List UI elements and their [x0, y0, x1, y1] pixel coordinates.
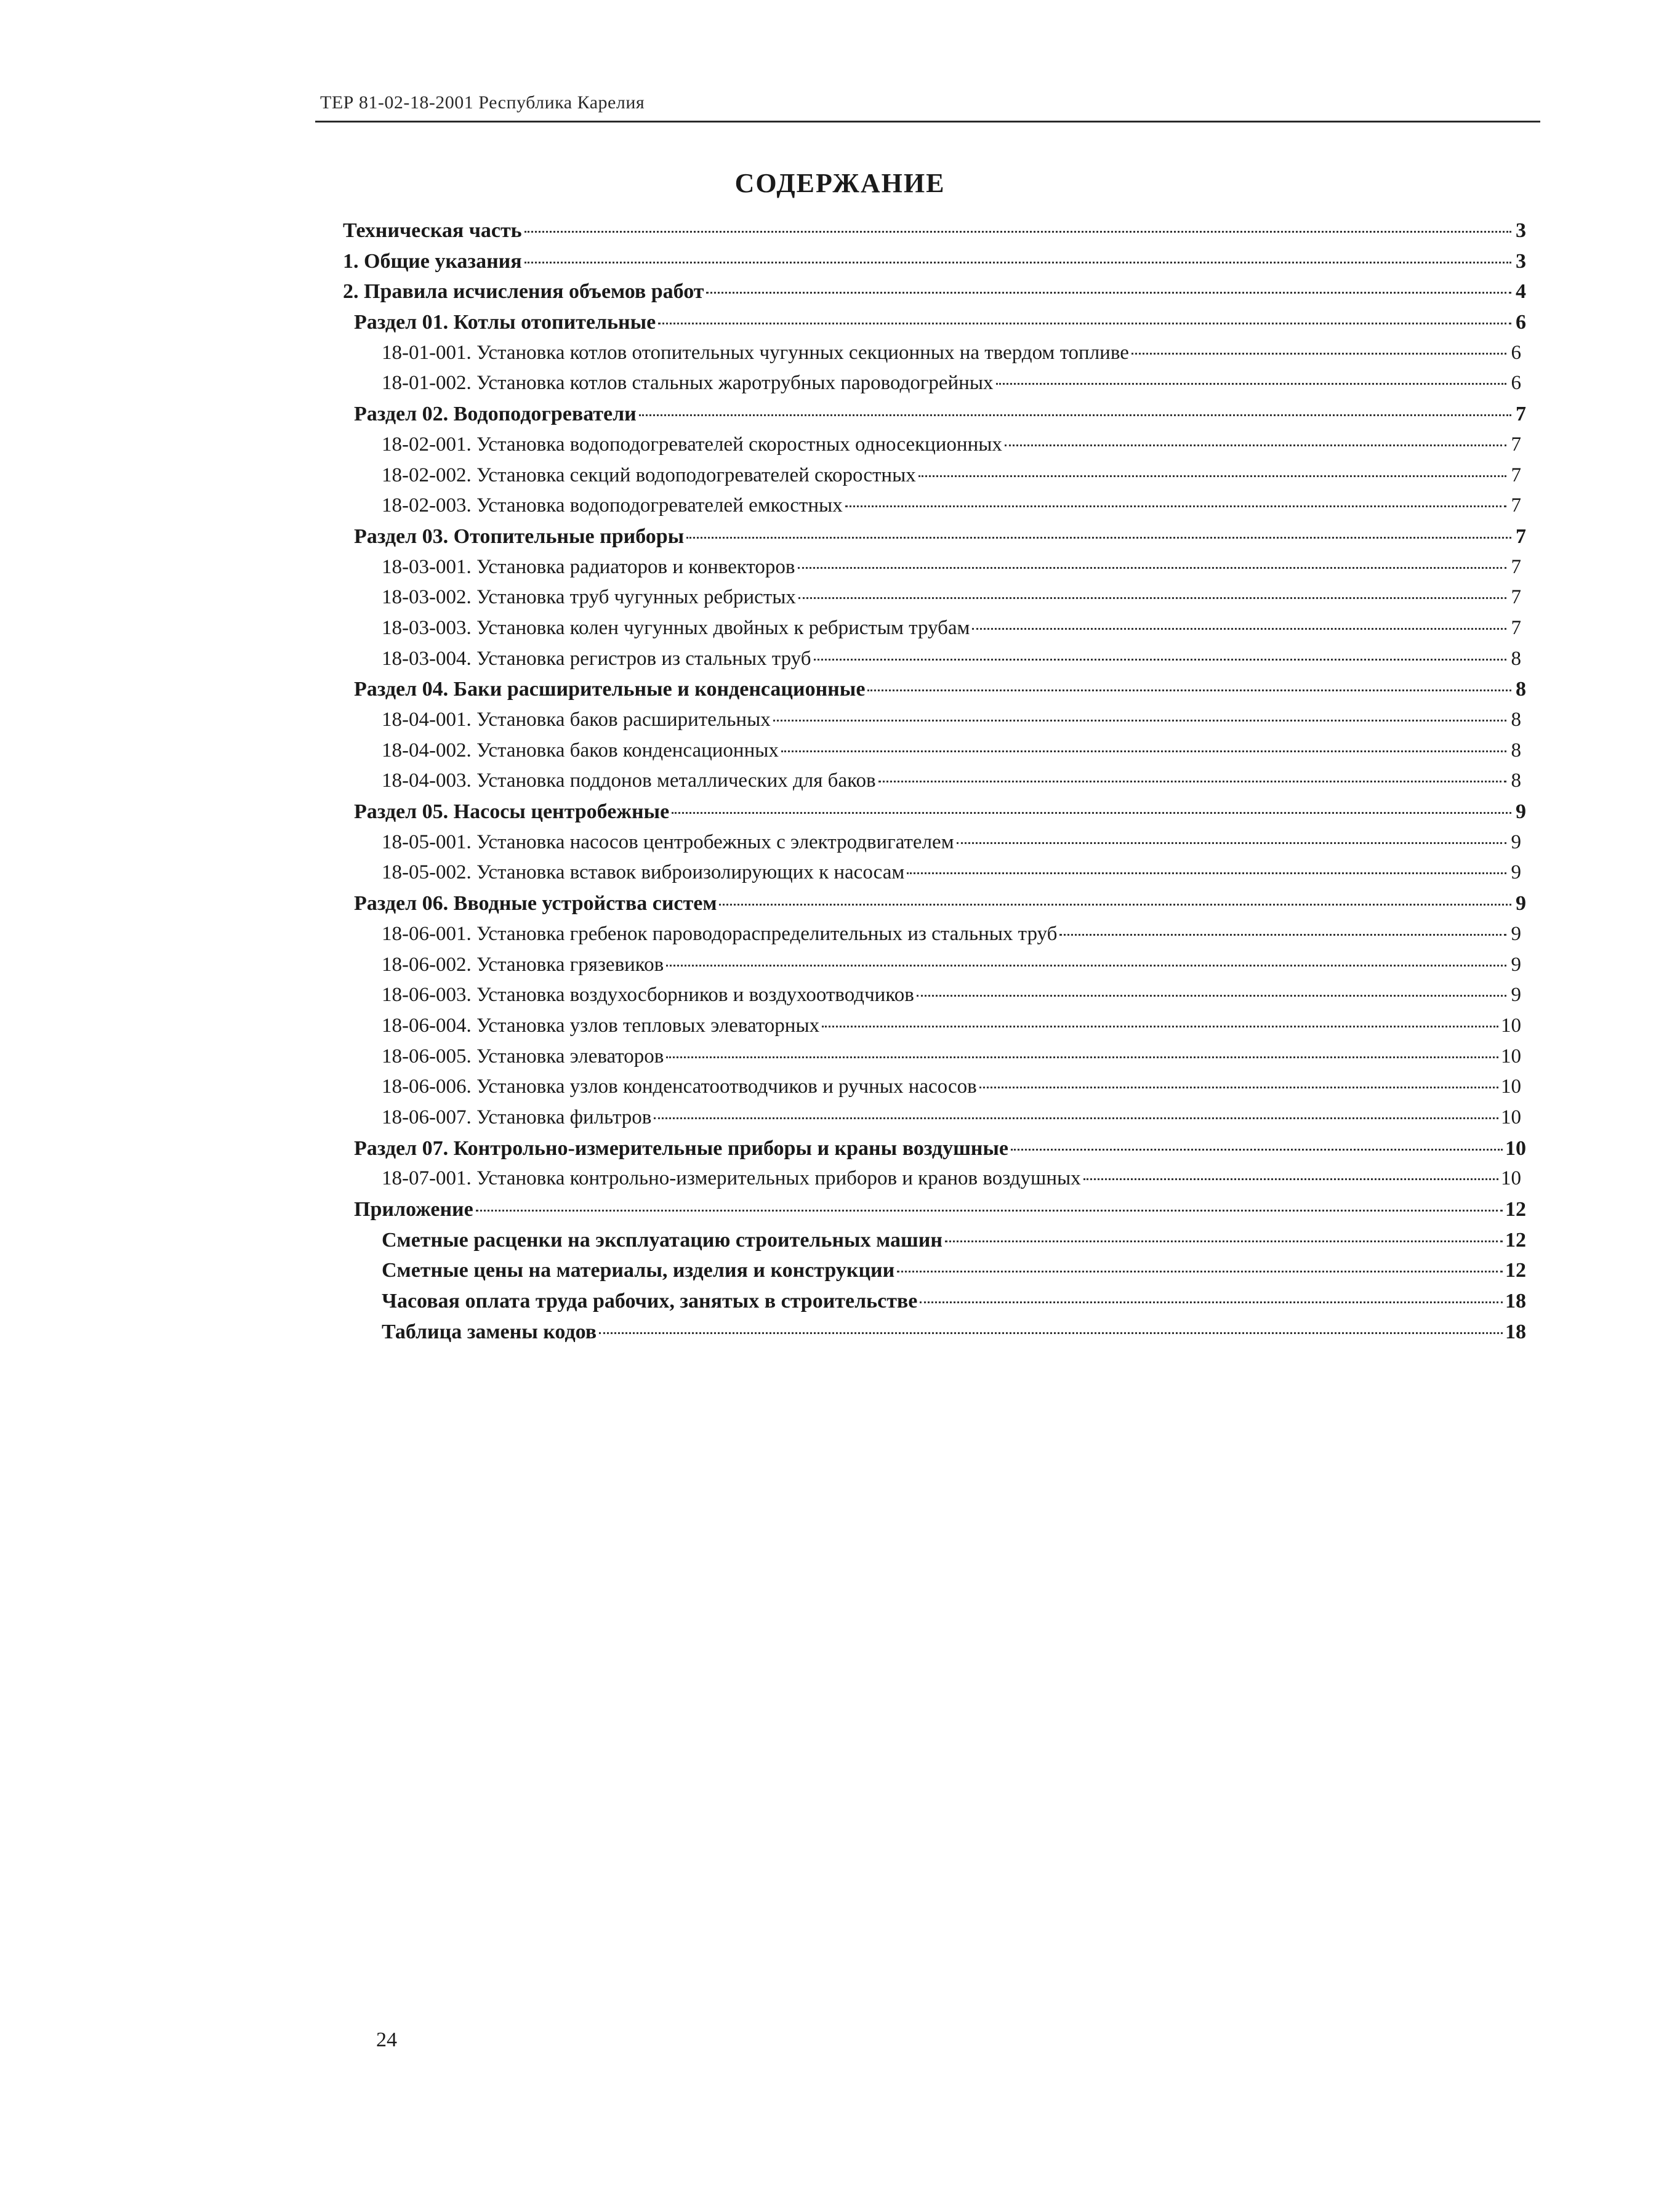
toc-entry[interactable]: [343, 1255, 1526, 1286]
toc-subentry[interactable]: [343, 430, 1526, 460]
toc-entry[interactable]: [343, 1133, 1526, 1164]
toc-entry[interactable]: [343, 276, 1526, 307]
toc-subentry[interactable]: [343, 491, 1526, 521]
toc-entry-label: 18-03-004. Установка регистров из стальных труб: [382, 647, 811, 670]
toc-entry-page: 7: [1511, 464, 1521, 486]
toc-dot-leader: [814, 658, 1506, 661]
toc-entry-label: 18-03-001. Установка радиаторов и конвекторов: [382, 555, 795, 578]
toc-entry-page: 8: [1511, 739, 1521, 762]
toc-entry-label: Раздел 05. Насосы центробежные: [354, 800, 670, 824]
toc-entry-page: 12: [1505, 1259, 1526, 1282]
toc-entry-page: 10: [1501, 1014, 1521, 1037]
toc-entry-label: 18-07-001. Установка контрольно-измерительных приборов и кранов воздушных: [382, 1167, 1081, 1190]
toc-entry-page: 6: [1511, 341, 1521, 364]
toc-dot-leader: [666, 964, 1506, 967]
toc-entry[interactable]: [343, 674, 1526, 705]
toc-entry[interactable]: [343, 797, 1526, 827]
toc-entry-label: Приложение: [354, 1198, 473, 1221]
toc-dot-leader: [686, 536, 1511, 539]
toc-subentry[interactable]: [343, 338, 1526, 369]
toc-dot-leader: [867, 689, 1511, 691]
toc-entry-label: 1. Общие указания: [343, 249, 522, 273]
toc-entry-label: 18-04-003. Установка поддонов металлических для баков: [382, 770, 876, 792]
toc-entry-page: 10: [1501, 1075, 1521, 1098]
toc-entry-label: Сметные расценки на эксплуатацию строительных машин: [382, 1228, 942, 1252]
toc-subentry[interactable]: [343, 766, 1526, 797]
toc-subentry[interactable]: [343, 460, 1526, 491]
toc-dot-leader: [773, 719, 1506, 722]
toc-entry-label: 18-02-002. Установка секций водоподогревателей скоростных: [382, 464, 916, 486]
toc-entry[interactable]: [343, 521, 1526, 552]
toc-subentry[interactable]: [343, 1164, 1526, 1194]
toc-entry-label: 18-06-004. Установка узлов тепловых элеваторных: [382, 1014, 820, 1037]
toc-dot-leader: [845, 505, 1506, 507]
toc-entry-page: 10: [1501, 1167, 1521, 1190]
toc-entry-label: 18-06-003. Установка воздухосборников и воздухоотводчиков: [382, 984, 914, 1007]
toc-dot-leader: [979, 1086, 1498, 1088]
toc-entry[interactable]: [343, 215, 1526, 246]
toc-dot-leader: [920, 1301, 1503, 1303]
toc-entry-page: 7: [1516, 525, 1526, 548]
toc-entry-page: 9: [1516, 800, 1526, 824]
toc-subentry[interactable]: [343, 736, 1526, 766]
toc-subentry[interactable]: [343, 368, 1526, 399]
toc-entry-page: 7: [1516, 403, 1526, 426]
toc-dot-leader: [672, 811, 1511, 814]
toc-subentry[interactable]: [343, 582, 1526, 613]
toc-entry-label: 18-03-003. Установка колен чугунных двойных к ребристым трубам: [382, 616, 970, 639]
toc-entry-label: 18-02-003. Установка водоподогревателей емкостных: [382, 494, 843, 517]
toc-dot-leader: [798, 566, 1506, 569]
toc-subentry[interactable]: [343, 1103, 1526, 1133]
toc-subentry[interactable]: [343, 919, 1526, 950]
toc-subentry[interactable]: [343, 1042, 1526, 1072]
toc-entry-page: 10: [1501, 1045, 1521, 1067]
toc-dot-leader: [798, 597, 1506, 599]
toc-entry-page: 9: [1511, 861, 1521, 884]
toc-entry[interactable]: [343, 888, 1526, 919]
toc-dot-leader: [524, 261, 1511, 263]
toc-subentry[interactable]: [343, 705, 1526, 736]
toc-entry-label: 18-06-001. Установка гребенок пароводораспределительных из стальных труб: [382, 922, 1058, 945]
toc-entry[interactable]: [343, 1317, 1526, 1348]
toc-entry-page: 10: [1501, 1106, 1521, 1128]
toc-dot-leader: [822, 1025, 1498, 1027]
toc-entry-page: 18: [1505, 1320, 1526, 1343]
toc-dot-leader: [918, 475, 1506, 477]
toc-subentry[interactable]: [343, 613, 1526, 644]
toc-entry-page: 8: [1511, 647, 1521, 670]
toc-entry-page: 9: [1516, 892, 1526, 915]
toc-entry-label: 18-03-002. Установка труб чугунных ребристых: [382, 586, 796, 609]
toc-entry-page: 6: [1511, 372, 1521, 395]
toc-dot-leader: [972, 627, 1506, 630]
toc-entry-page: 7: [1511, 555, 1521, 578]
toc-dot-leader: [781, 750, 1506, 752]
toc-entry-page: 8: [1516, 678, 1526, 701]
toc-entry-label: 18-04-001. Установка баков расширительных: [382, 709, 771, 731]
toc-dot-leader: [524, 230, 1511, 233]
toc-subentry[interactable]: [343, 1011, 1526, 1042]
toc-entry[interactable]: [343, 307, 1526, 338]
toc-entry-label: 18-06-007. Установка фильтров: [382, 1106, 652, 1128]
toc-entry-label: 18-01-002. Установка котлов стальных жаротрубных пароводогрейных: [382, 372, 994, 395]
toc-subentry[interactable]: [343, 827, 1526, 858]
toc-entry-page: 12: [1505, 1198, 1526, 1221]
toc-entry[interactable]: [343, 1225, 1526, 1256]
toc-dot-leader: [658, 322, 1511, 324]
toc-entry-page: 8: [1511, 709, 1521, 731]
toc-dot-leader: [476, 1209, 1503, 1212]
toc-dot-leader: [907, 872, 1506, 874]
toc-entry[interactable]: [343, 1194, 1526, 1225]
toc-entry[interactable]: [343, 1286, 1526, 1317]
toc-entry-label: 18-05-001. Установка насосов центробежных с электродвигателем: [382, 830, 954, 853]
toc-entry-page: 12: [1505, 1228, 1526, 1252]
toc-entry-page: 18: [1505, 1290, 1526, 1313]
toc-entry-page: 9: [1511, 953, 1521, 976]
page-number: 24: [376, 2028, 397, 2051]
toc-entry-label: Таблица замены кодов: [382, 1320, 597, 1343]
toc-entry-page: 7: [1511, 616, 1521, 639]
toc-entry-page: 6: [1516, 311, 1526, 334]
toc-subentry[interactable]: [343, 552, 1526, 583]
toc-dot-leader: [897, 1270, 1503, 1272]
toc-entry-label: Техническая часть: [343, 219, 522, 242]
toc-entry-label: 18-04-002. Установка баков конденсационных: [382, 739, 779, 762]
toc-entry-label: 18-06-006. Установка узлов конденсатоотводчиков и ручных насосов: [382, 1075, 977, 1098]
toc-dot-leader: [1011, 1148, 1503, 1151]
toc-entry-page: 9: [1511, 830, 1521, 853]
toc-dot-leader: [639, 414, 1511, 416]
toc-entry-label: Раздел 02. Водоподогреватели: [354, 403, 637, 426]
toc-dot-leader: [957, 842, 1506, 844]
toc-entry-label: Раздел 07. Контрольно-измерительные приборы и краны воздушные: [354, 1136, 1008, 1160]
toc-entry-label: Раздел 01. Котлы отопительные: [354, 311, 656, 334]
toc-subentry[interactable]: [343, 1072, 1526, 1103]
toc-entry-label: Раздел 04. Баки расширительные и конденсационные: [354, 678, 866, 701]
toc-entry-label: Раздел 06. Вводные устройства систем: [354, 892, 717, 915]
running-header: ТЕР 81-02-18-2001 Республика Карелия: [320, 92, 645, 113]
toc-subentry[interactable]: [343, 980, 1526, 1011]
page-title: СОДЕРЖАНИЕ: [734, 168, 946, 198]
toc-entry-label: 18-05-002. Установка вставок виброизолирующих к насосам: [382, 861, 905, 884]
toc-dot-leader: [1005, 444, 1506, 446]
toc-entry-label: Сметные цены на материалы, изделия и конструкции: [382, 1259, 895, 1282]
toc-dot-leader: [1059, 933, 1506, 936]
toc-entry[interactable]: [343, 246, 1526, 277]
toc-subentry[interactable]: [343, 858, 1526, 888]
toc-entry-label: 18-06-005. Установка элеваторов: [382, 1045, 664, 1067]
table-of-contents: [343, 215, 1526, 1347]
toc-dot-leader: [666, 1056, 1498, 1058]
toc-entry-label: 18-02-001. Установка водоподогревателей скоростных односекционных: [382, 433, 1002, 456]
toc-entry-page: 3: [1516, 219, 1526, 242]
toc-entry-page: 4: [1516, 280, 1526, 304]
toc-subentry[interactable]: [343, 950, 1526, 981]
toc-entry-page: 7: [1511, 494, 1521, 517]
toc-dot-leader: [599, 1332, 1503, 1334]
toc-dot-leader: [878, 780, 1506, 782]
toc-entry-page: 9: [1511, 922, 1521, 945]
toc-entry-label: Часовая оплата труда рабочих, занятых в строительстве: [382, 1290, 918, 1313]
toc-entry-page: 10: [1505, 1136, 1526, 1160]
toc-dot-leader: [706, 291, 1511, 294]
toc-dot-leader: [996, 382, 1506, 385]
toc-entry-label: Раздел 03. Отопительные приборы: [354, 525, 685, 548]
toc-dot-leader: [654, 1117, 1498, 1119]
toc-entry-page: 8: [1511, 770, 1521, 792]
toc-entry-page: 7: [1511, 433, 1521, 456]
toc-dot-leader: [945, 1240, 1503, 1242]
header-divider: [315, 121, 1540, 123]
toc-dot-leader: [1131, 352, 1506, 355]
toc-entry-page: 9: [1511, 984, 1521, 1007]
toc-entry-label: 18-06-002. Установка грязевиков: [382, 953, 664, 976]
toc-dot-leader: [719, 903, 1511, 906]
toc-subentry[interactable]: [343, 644, 1526, 675]
toc-entry-label: 18-01-001. Установка котлов отопительных чугунных секционных на твердом топливе: [382, 341, 1129, 364]
toc-dot-leader: [917, 994, 1506, 997]
toc-entry-label: 2. Правила исчисления объемов работ: [343, 280, 704, 304]
toc-entry[interactable]: [343, 399, 1526, 430]
toc-entry-page: 7: [1511, 586, 1521, 609]
toc-entry-page: 3: [1516, 249, 1526, 273]
toc-dot-leader: [1083, 1178, 1498, 1180]
